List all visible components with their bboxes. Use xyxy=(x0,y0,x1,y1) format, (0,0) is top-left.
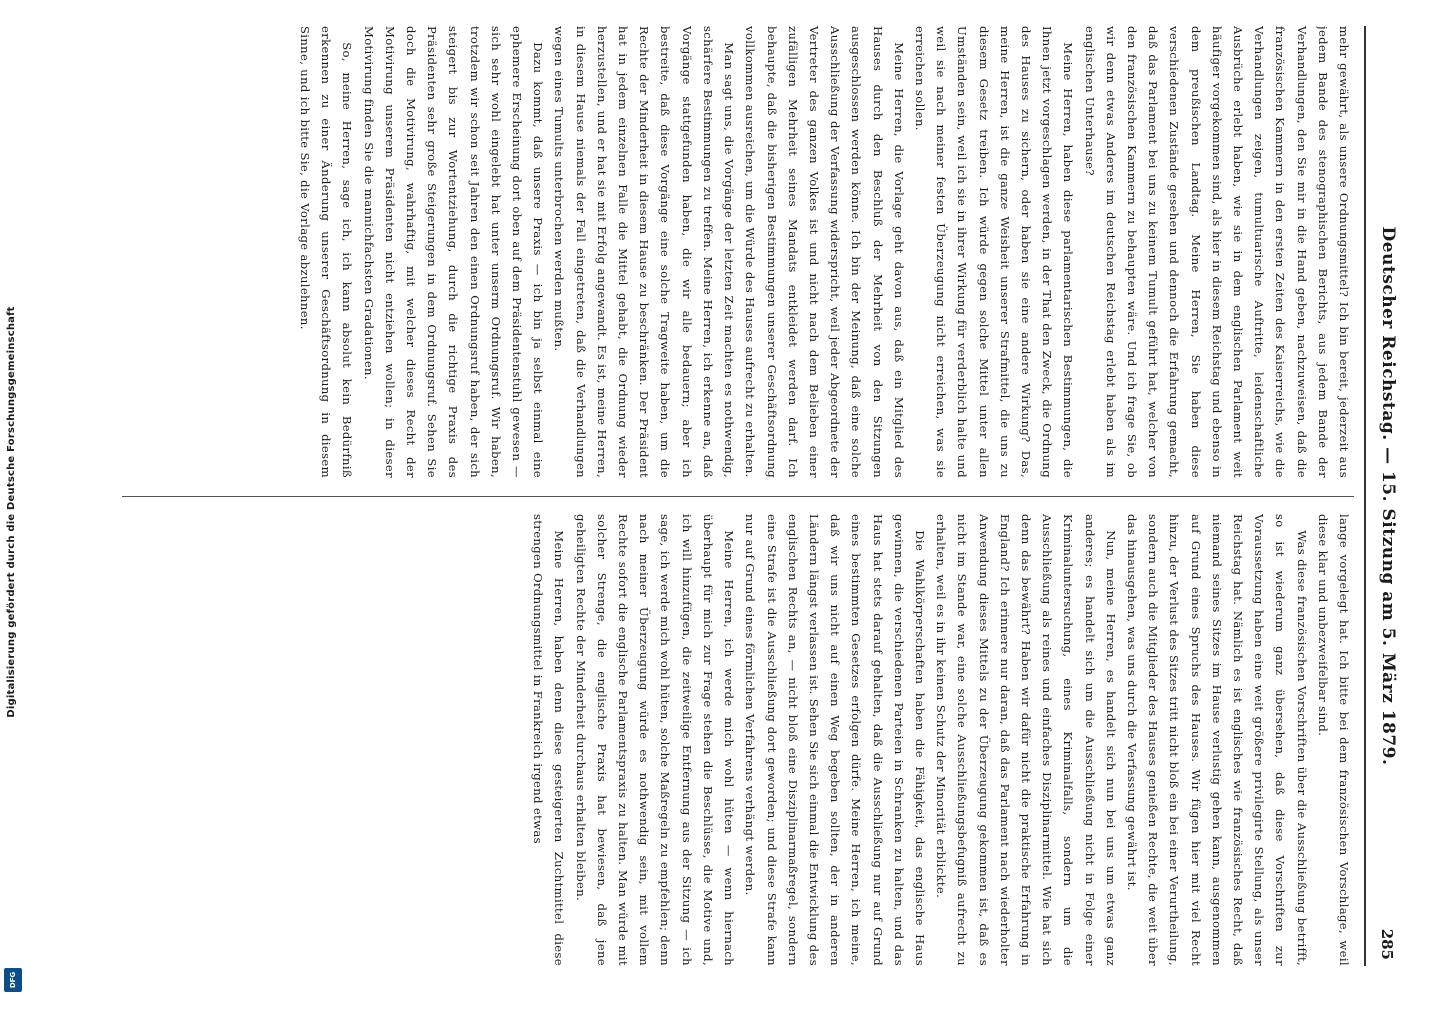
attribution-strip xyxy=(0,0,26,1000)
paragraph: Was diese französischen Vorschriften über die Ausschließung betrifft, so ist wiederum ganz übersehen, daß diese Vorschriften zur Voraussetzung haben eine weit größere privilegirte Stellung, als unser Reichstag hat. Nämlich es ist englisches wie französisches Recht, daß niemand seines Sitzes im Hause verlustig gehen kann, ausgenommen auf Grund eines Spruchs des Hauses. Wir fügen hier mit viel Recht hinzu, der Verlust des Sitzes tritt nicht bloß ein bei einer Verurtheilung, sondern auch die Mitglieder des Hauses genießen Rechte, die weit über das hinausgehen, was uns durch die Verfassung gewährt ist. xyxy=(1124,514,1309,966)
paragraph: Meine Herren, haben denn diese gesteigerten Zuchtmittel diese strengen Ordnungsmittel in Frankreich irgend etwas xyxy=(531,514,567,966)
column-right xyxy=(118,514,1354,966)
header-rule xyxy=(1364,26,1366,966)
paragraph: Nun, meine Herren, es handelt sich nun bei uns um etwas ganz anderes; es handelt sich um die Ausschließung nicht in Folge einer Kriminaluntersuchung, eines Kriminalfalls, sondern um die Ausschließung als reines und einfaches Disziplinarmittel. Wie hat sich denn das bewährt? Haben wir dafür nicht die praktische Erfahrung in England? Ich erinnere nur daran, daß das Parlament nach wiederholter Anwendung dieses Mittels zu der Überzeugung gekommen ist, daß es nicht im Stande war, eine solche Ausschließungsbefugniß aufrecht zu erhalten, weil es in ihr keinen Schutz der Minorität erblickte. xyxy=(934,514,1118,966)
paragraph: mehr gewährt, als unsere Ordnungsmittel? Ich bin bereit, jederzeit aus jedem Bande des stenographischen Berichts, aus jedem Bande der Verhandlungen, den Sie mir in die Hand geben, nachzuweisen, daß die französischen Kammern in den ersten Zeiten des Kaiserreichs, wie die Verhandlungen zeigen, tumultuarische Auftritte, leidenschaftliche Ausbrüche erlebt haben, wie sie in dem englischen Parlament weit häufiger vorgekommen sind, als hier in diesem Reichstag und ebenso in dem preußischen Landtag. Meine Herren, Sie haben diese verschiedenen Zustände gesehen und dennoch die Erfahrung gemacht, daß das Parlament bei uns zu keinem Tumult geführt hat, welcher von den französischen Kammern zu behaupten wäre. Und ich frage Sie, ob wir denn etwas Anderes im deutschen Reichstag erlebt haben als im englischen Unterhause? xyxy=(1082,26,1351,478)
paragraph: Dazu kommt, daß unsere Praxis — ich bin ja selbst einmal eine ephemere Erscheinung dort oben auf dem Präsidentenstuhl gewesen — sich sehr wohl eingelebt hat unter unserm Ordnungsruf. Wir haben, trotzdem wir schon seit Jahren den einen Ordnungsruf haben, der sich steigert bis zur Wortentziehung, durch die richtige Praxis des Präsidenten sehr große Steigerungen in dem Ordnungsruf. Sehen Sie doch die Motivirung, wahrhaftig, mit welcher dieses Recht der Motivirung unserem Präsidenten nicht entziehen wollen; in dieser Motivirung finden Sie die mannichfachsten Gradationen. xyxy=(361,26,546,478)
paragraph: Die Wahlkörperschaften haben die Fähigkeit, das englische Haus gewinnen, die verschiedenen Parteien in Schranken zu halten, und das Haus hat stets darauf gehalten, daß die Ausschließung nur auf Grund eines bestimmten Gesetzes erfolgen dürfe. Meine Herren, ich meine, daß wir uns nicht auf einen Weg begeben sollten, der in anderen Ländern längst verlassen ist. Sehen Sie sich einmal die Entwicklung des englischen Rechts an, — nicht bloß eine Disziplinarmaßregel, sondern eine Strafe ist die Ausschließung dort geworden; und diese Strafe kann nur auf Grund eines förmlichen Verfahrens verhängt werden. xyxy=(743,514,927,966)
paragraph: So, meine Herren, sage ich, ich kann absolut kein Bedürfniß erkennen zu einer Änderung unserer Geschäftsordnung in diesem Sinne, und ich bitte Sie, die Vorlage abzulehnen. xyxy=(298,26,355,478)
column-left xyxy=(118,26,1354,478)
paragraph: Meine Herren, haben diese parlamentarischen Bestimmungen, die Ihnen jetzt vorgeschlagen werden, in der That den Zweck, die Ordnung des Hauses zu sichern, oder haben sie eine andere Wirkung? Das, meine Herren, ist die ganze Weisheit unserer Strafmittel, die uns zu diesem Gesetz treiben. Ich würde gegen solche Mittel unter allen Umständen sein, weil ich sie in ihrer Wirkung für verderblich halte und weil sie nach meiner festen Überzeugung nicht erreichen, was sie erreichen sollen. xyxy=(912,26,1076,478)
page-number: 285 xyxy=(1378,928,1396,960)
funding-attribution: Digitalisierung gefördert durch die Deutsche Forschungsgemeinschaft xyxy=(6,306,17,718)
paragraph: Meine Herren, ich werde mich wohl hüten — wenn hiernach überhaupt für mich zur Frage stehen die Beschlüsse, die Motive und, ich will hinzufügen, die zeitweilige Entfernung aus der Sitzung — ich sage, ich werde mich wohl hüten, solche Maßregeln zu empfehlen; denn nach meiner Überzeugung würde es nothwendig sein, mit vollem Rechte sofort die englische Parlamentspraxis zu halten. Man würde mit solcher Strenge, die englische Praxis hat bewiesen, daß jene geheiligten Rechte der Minderheit durchaus erhalten bleiben. xyxy=(573,514,737,966)
paragraph: Meine Herren, die Vorlage geht davon aus, daß ein Mitglied des Hauses durch den Beschluß der Mehrheit von den Sitzungen ausgeschlossen werden könne. Ich bin der Meinung, daß eine solche Ausschließung der Verfassung widerspricht, weil jeder Abgeordnete der Vertreter des ganzen Volkes ist und nicht nach dem Belieben einer zufälligen Mehrheit seines Mandats entkleidet werden darf. Ich behaupte, daß die bisherigen Bestimmungen unserer Geschäftsordnung vollkommen ausreichen, um die Würde des Hauses aufrecht zu erhalten. xyxy=(743,26,906,478)
paragraph: Man sagt uns, die Vorgänge der letzten Zeit machten es nothwendig, schärfere Bestimmungen zu treffen. Meine Herren, ich erkenne an, daß Vorgänge stattgefunden haben, die wir alle bedauern; aber ich bestreite, daß diese Vorgänge eine solche Tragweite haben, um die Rechte der Minderheit in diesem Hause zu beschränken. Der Präsident hat in jedem einzelnen Falle die Mittel gehabt, die Ordnung wieder herzustellen, und er hat sie mit Erfolg angewandt. Es ist, meine Herren, in diesem Hause niemals der Fall eingetreten, daß die Verhandlungen wegen eines Tumults unterbrochen werden mußten. xyxy=(552,26,737,478)
page-header xyxy=(1370,26,1398,966)
column-divider xyxy=(122,496,1354,497)
rotated-printed-page xyxy=(112,26,1398,966)
paragraph: lange vorgelegt hat. Ich bitte bei dem französischen Vorschlage, weil diese klar und unbezweifelbar sind. xyxy=(1315,514,1351,966)
running-head: Deutscher Reichstag. — 15. Sitzung am 5. März 1879. xyxy=(1378,226,1398,766)
dfg-logo xyxy=(4,968,22,992)
dfg-logo-label: DFG xyxy=(9,971,17,989)
